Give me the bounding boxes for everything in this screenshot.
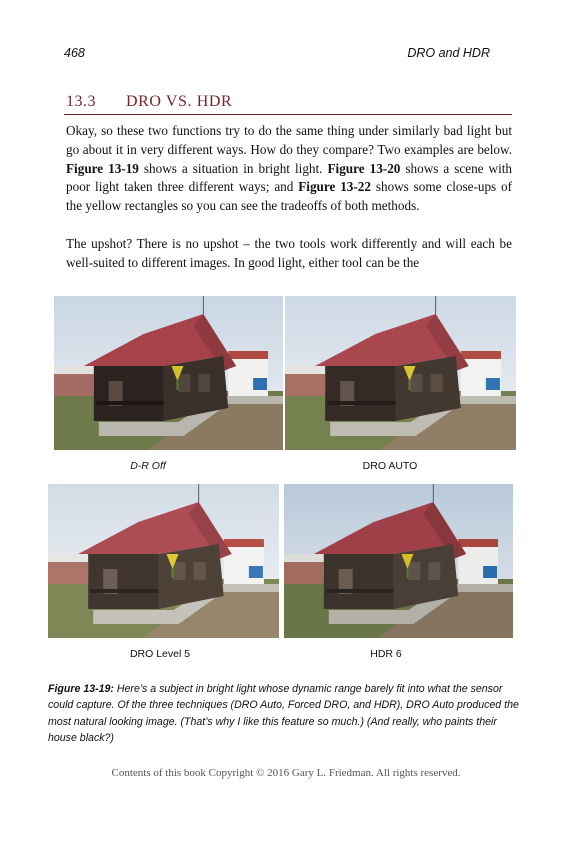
house-photo xyxy=(285,296,516,450)
photo-caption-hdr-6: HDR 6 xyxy=(370,648,402,660)
body-paragraph-1 xyxy=(66,122,512,216)
body-paragraph-2: The upshot? There is no upshot – the two tools work differently and will each be well-suited to different images. In good light, either tool can be the xyxy=(66,236,512,270)
photo-caption-dr-off: D-R Off xyxy=(130,460,166,472)
para-text: shows a situation in bright light. xyxy=(138,160,328,176)
copyright-footer: Contents of this book Copyright © 2016 Gary L. Friedman. All rights reserved. xyxy=(111,767,461,779)
figure-label: Figure 13-19: xyxy=(48,683,114,695)
para-text: Okay, so these two functions try to do the same thing under similarly bad light but go about it in very different ways. How do they compare? Two examples are below. xyxy=(66,123,512,157)
figure-caption-text: Here’s a subject in bright light whose dynamic range barely fit into what the sensor could capture. Of the three techniques (DRO Auto, Forced DRO, and HDR), DRO Auto produced the most natural looking image. (That’s why I like this feature so much.) (And really, who paints their house black?) xyxy=(48,683,519,745)
house-photo xyxy=(48,484,279,638)
photo-caption-dro-level-5: DRO Level 5 xyxy=(129,648,191,660)
photo-dro-auto xyxy=(285,296,516,450)
house-photo xyxy=(284,484,513,638)
section-heading xyxy=(64,92,512,115)
section-title: DRO VS. HDR xyxy=(126,93,233,110)
para-text: shows a scene with poor light taken three different ways; and xyxy=(66,160,512,195)
photo-hdr-6 xyxy=(284,484,513,638)
figure-reference: Figure 13-20 xyxy=(327,160,401,176)
figure-caption xyxy=(48,681,528,747)
house-photo xyxy=(54,296,283,450)
page-number: 468 xyxy=(64,46,85,60)
running-header: DRO and HDR xyxy=(407,46,490,60)
photo-dr-off xyxy=(54,296,283,450)
photo-caption-dro-auto: DRO AUTO xyxy=(362,460,418,472)
photo-dro-level-5 xyxy=(48,484,279,638)
figure-reference: Figure 13-22 xyxy=(298,179,371,195)
figure-reference: Figure 13-19 xyxy=(66,160,139,176)
section-number: 13.3 xyxy=(66,93,96,110)
para-text: shows some close-ups of the yellow rectangles so you can see the tradeoffs of both methods. xyxy=(66,179,513,214)
